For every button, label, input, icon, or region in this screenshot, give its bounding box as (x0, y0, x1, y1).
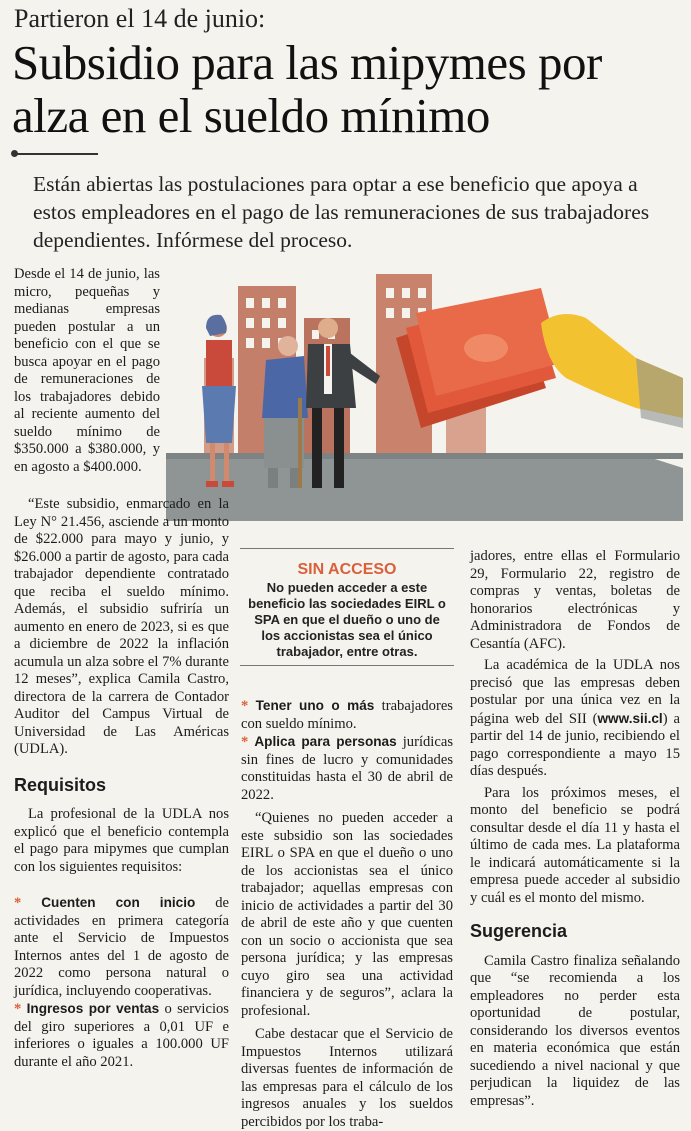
paragraph-sugerencia: Camila Castro finaliza señalando que “se recomienda a los empleadores no perder esta oportunidad de postular, considerando los diversos eventos en materia económica que están sucediendo a nivel nacional y que perjudican la liquidez de las empresas”. (470, 952, 680, 1109)
box-title: SIN ACCESO (297, 561, 397, 578)
column-1-intro (14, 266, 160, 476)
paragraph-postular (470, 657, 680, 781)
headline-rule (14, 153, 98, 155)
lead-paragraph: Están abiertas las postulaciones para optar a ese beneficio que apoya a estos empleadores en el pago de las remuneraciones de sus trabajadores dependientes. Infórmese del proceso. (33, 172, 650, 252)
paragraph-quote: “Este subsidio, enmarcado en la Ley N° 21.456, asciende a un monto de $22.000 para mayo y junio, y $26.000 a partir de agosto, para cada trabajador dependiente contratado que reciba el sueldo mínimo. Además, el subsidio sufriría un aumento en enero de 2023, si es que a diciembre de 2022 la inflación acumula un alza sobre el 7% durante 12 meses”, explica Camila Castro, directora de la carrera de Contador Auditor del Campus Virtual de Universidad de Las Américas (UDLA). (14, 496, 229, 757)
box-body: No pueden acceder a este beneficio las sociedades EIRL o SPA en que el dueño o uno de los accionistas sea el único trabajador, entre otras. (248, 580, 446, 659)
paragraph-sii-sources: Cabe destacar que el Servicio de Impuestos Internos utilizará diversas fuentes de información de las empresas para el cálculo de los ingresos anuales y los sueldos percibidos por los traba- (241, 1026, 453, 1130)
requirement-1-bold: Cuenten con inicio (41, 895, 196, 910)
column-1 (14, 496, 229, 1071)
postular-text-b: ) a partir del 14 de junio, recibiendo el pago correspondiente a mayo 15 días después. (470, 710, 680, 779)
requirement-2-bold: Ingresos por ventas (26, 1001, 160, 1016)
requirement-3: * Tener uno o más trabajadores con sueldo mínimo. (241, 698, 453, 732)
requirement-3-text: trabajadores con sueldo mínimo. (241, 698, 453, 732)
postular-text-a: La académica de la UDLA nos precisó que las empresas deben postular por una única vez en la página web del SII ( (470, 657, 680, 727)
ground-graphic (166, 453, 683, 521)
article-illustration (166, 268, 683, 521)
requirement-2-text: o servicios del giro superiores a 0,01 UF e inferiores o iguales a 100.000 UF durante el año 2021. (14, 1001, 229, 1070)
requirement-2: * Ingresos por ventas o servicios del giro superiores a 0,01 UF e inferiores o iguales a 100.000 UF durante el año 2021. (14, 1001, 229, 1070)
paragraph-monthly: Para los próximos meses, el monto del beneficio se podrá consultar desde el día 11 y hasta el último de cada mes. La plataforma le indicará automáticamente si la empresa puede acceder al subsidio y cuál es el monto del mismo. (470, 784, 680, 906)
heading-sugerencia: Sugerencia (470, 921, 568, 941)
column-3 (470, 548, 680, 1110)
column-2 (241, 697, 453, 1131)
requirement-4-bold: Aplica para personas (254, 734, 397, 749)
requirement-1: * Cuenten con inicio de actividades en primera categoría ante el Servicio de Impuestos Internos antes del 1 de agosto de 2022 como persona natural o jurídica, incluyendo cooperativas. (14, 895, 229, 999)
heading-requisitos: Requisitos (14, 774, 107, 795)
sin-acceso-box (240, 548, 454, 666)
kicker: Partieron el 14 de junio: (14, 4, 266, 33)
headline: Subsidio para las mipymes por alza en el sueldo mínimo (12, 35, 602, 143)
requirement-3-bold: Tener uno o más (255, 698, 375, 713)
paragraph-exclusions: “Quienes no pueden acceder a este subsidio son las sociedades EIRL o SPA en que el dueño o uno de los accionistas sea el único trabajador; aquellas empresas con inicio de actividades a partir del 30 de abril de este año y que cuenten con un socio o accionista que sea persona jurídica; y las empresas cuyo giro sea una actividad financiera y de seguros”, aclara la profesional. (241, 810, 453, 1019)
paragraph-intro: Desde el 14 de junio, las micro, pequeñas y medianas empresas pueden postular a un beneficio con el que se busca apoyar en el pago de remuneraciones de los trabajadores debido al reciente aumento del sueldo mínimo de $350.000 a $380.000, y en agosto a $400.000. (14, 266, 160, 475)
sii-website-link[interactable]: www.sii.cl (597, 710, 663, 726)
requirement-4-text: jurídicas sin fines de lucro y comunidades constituidas hasta el 30 de abril de 2022. (241, 734, 453, 803)
paragraph-forms: jadores, entre ellas el Formulario 29, Formulario 22, registro de compras y ventas, boletas de honorarios electrónicas y Administradora de Fondos de Cesantía (AFC). (470, 548, 680, 652)
paragraph-requisitos: La profesional de la UDLA nos explicó que el beneficio contempla el pago para mipymes que cumplan con los siguientes requisitos: (14, 806, 229, 875)
requirement-1-text: de actividades en primera categoría ante el Servicio de Impuestos Internos antes del 1 de agosto de 2022 como persona natural o jurídica, incluyendo cooperativas. (14, 895, 229, 999)
requirement-4: * Aplica para personas jurídicas sin fines de lucro y comunidades constituidas hasta el 30 de abril de 2022. (241, 734, 453, 803)
